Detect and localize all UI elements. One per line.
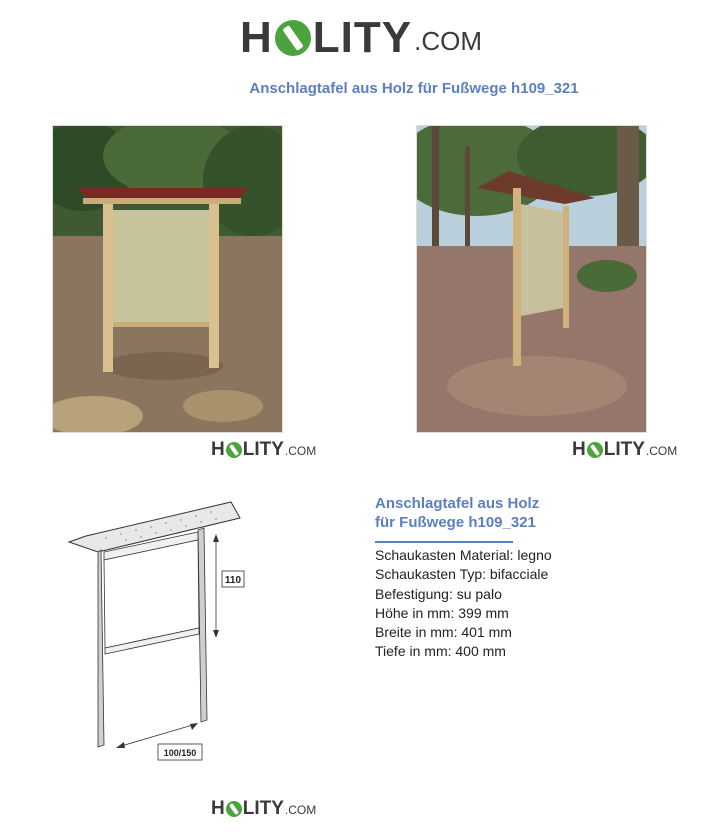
logo-green-o-icon xyxy=(275,20,311,56)
logo-green-o-icon xyxy=(226,442,242,458)
product-title-line-1: Anschlagtafel aus Holz xyxy=(375,495,540,512)
title-underline xyxy=(375,541,513,543)
angled-view-illustration xyxy=(417,126,646,432)
front-view-photo xyxy=(52,125,283,433)
drawing-watermark-logo xyxy=(211,799,316,819)
logo-letter-h: H xyxy=(211,798,225,819)
height-dimension-label: 110 xyxy=(224,575,242,586)
logo-green-o-icon xyxy=(226,801,242,817)
logo-domain: .COM xyxy=(645,444,678,458)
width-dimension-label: 100/150 xyxy=(163,748,197,758)
logo-letter-h: H xyxy=(240,13,273,62)
page-title: Anschlagtafel aus Holz für Fußwege h109_321 xyxy=(249,80,579,97)
spec-width: Breite in mm: 401 mm xyxy=(375,624,512,641)
spec-height: Höhe in mm: 399 mm xyxy=(375,604,509,621)
logo-green-o-icon xyxy=(587,442,603,458)
technical-drawing xyxy=(66,498,246,768)
spec-list xyxy=(375,546,552,662)
product-title xyxy=(375,494,539,532)
photo-1-watermark-logo xyxy=(211,440,316,460)
logo-letters-lity: LITY xyxy=(242,798,284,819)
spec-material: Schaukasten Material: legno xyxy=(375,547,552,563)
logo-domain: .COM xyxy=(284,444,317,458)
logo-letters-lity: LITY xyxy=(312,13,413,62)
spec-type: Schaukasten Typ: bifacciale xyxy=(375,566,549,583)
logo-letter-h: H xyxy=(572,439,586,460)
logo-letter-h: H xyxy=(211,439,225,460)
logo-domain: .COM xyxy=(284,803,317,817)
angled-view-photo xyxy=(416,125,647,433)
spec-depth: Tiefe in mm: 400 mm xyxy=(375,643,506,660)
logo-letters-lity: LITY xyxy=(603,439,645,460)
front-view-illustration xyxy=(53,126,282,432)
product-title-line-2: für Fußwege h109_321 xyxy=(375,514,536,531)
photo-2-watermark-logo xyxy=(572,440,677,460)
spec-mounting: Befestigung: su palo xyxy=(375,585,502,602)
logo-letters-lity: LITY xyxy=(242,439,284,460)
logo-domain: .COM xyxy=(414,26,482,56)
brand-logo[interactable] xyxy=(240,13,482,62)
